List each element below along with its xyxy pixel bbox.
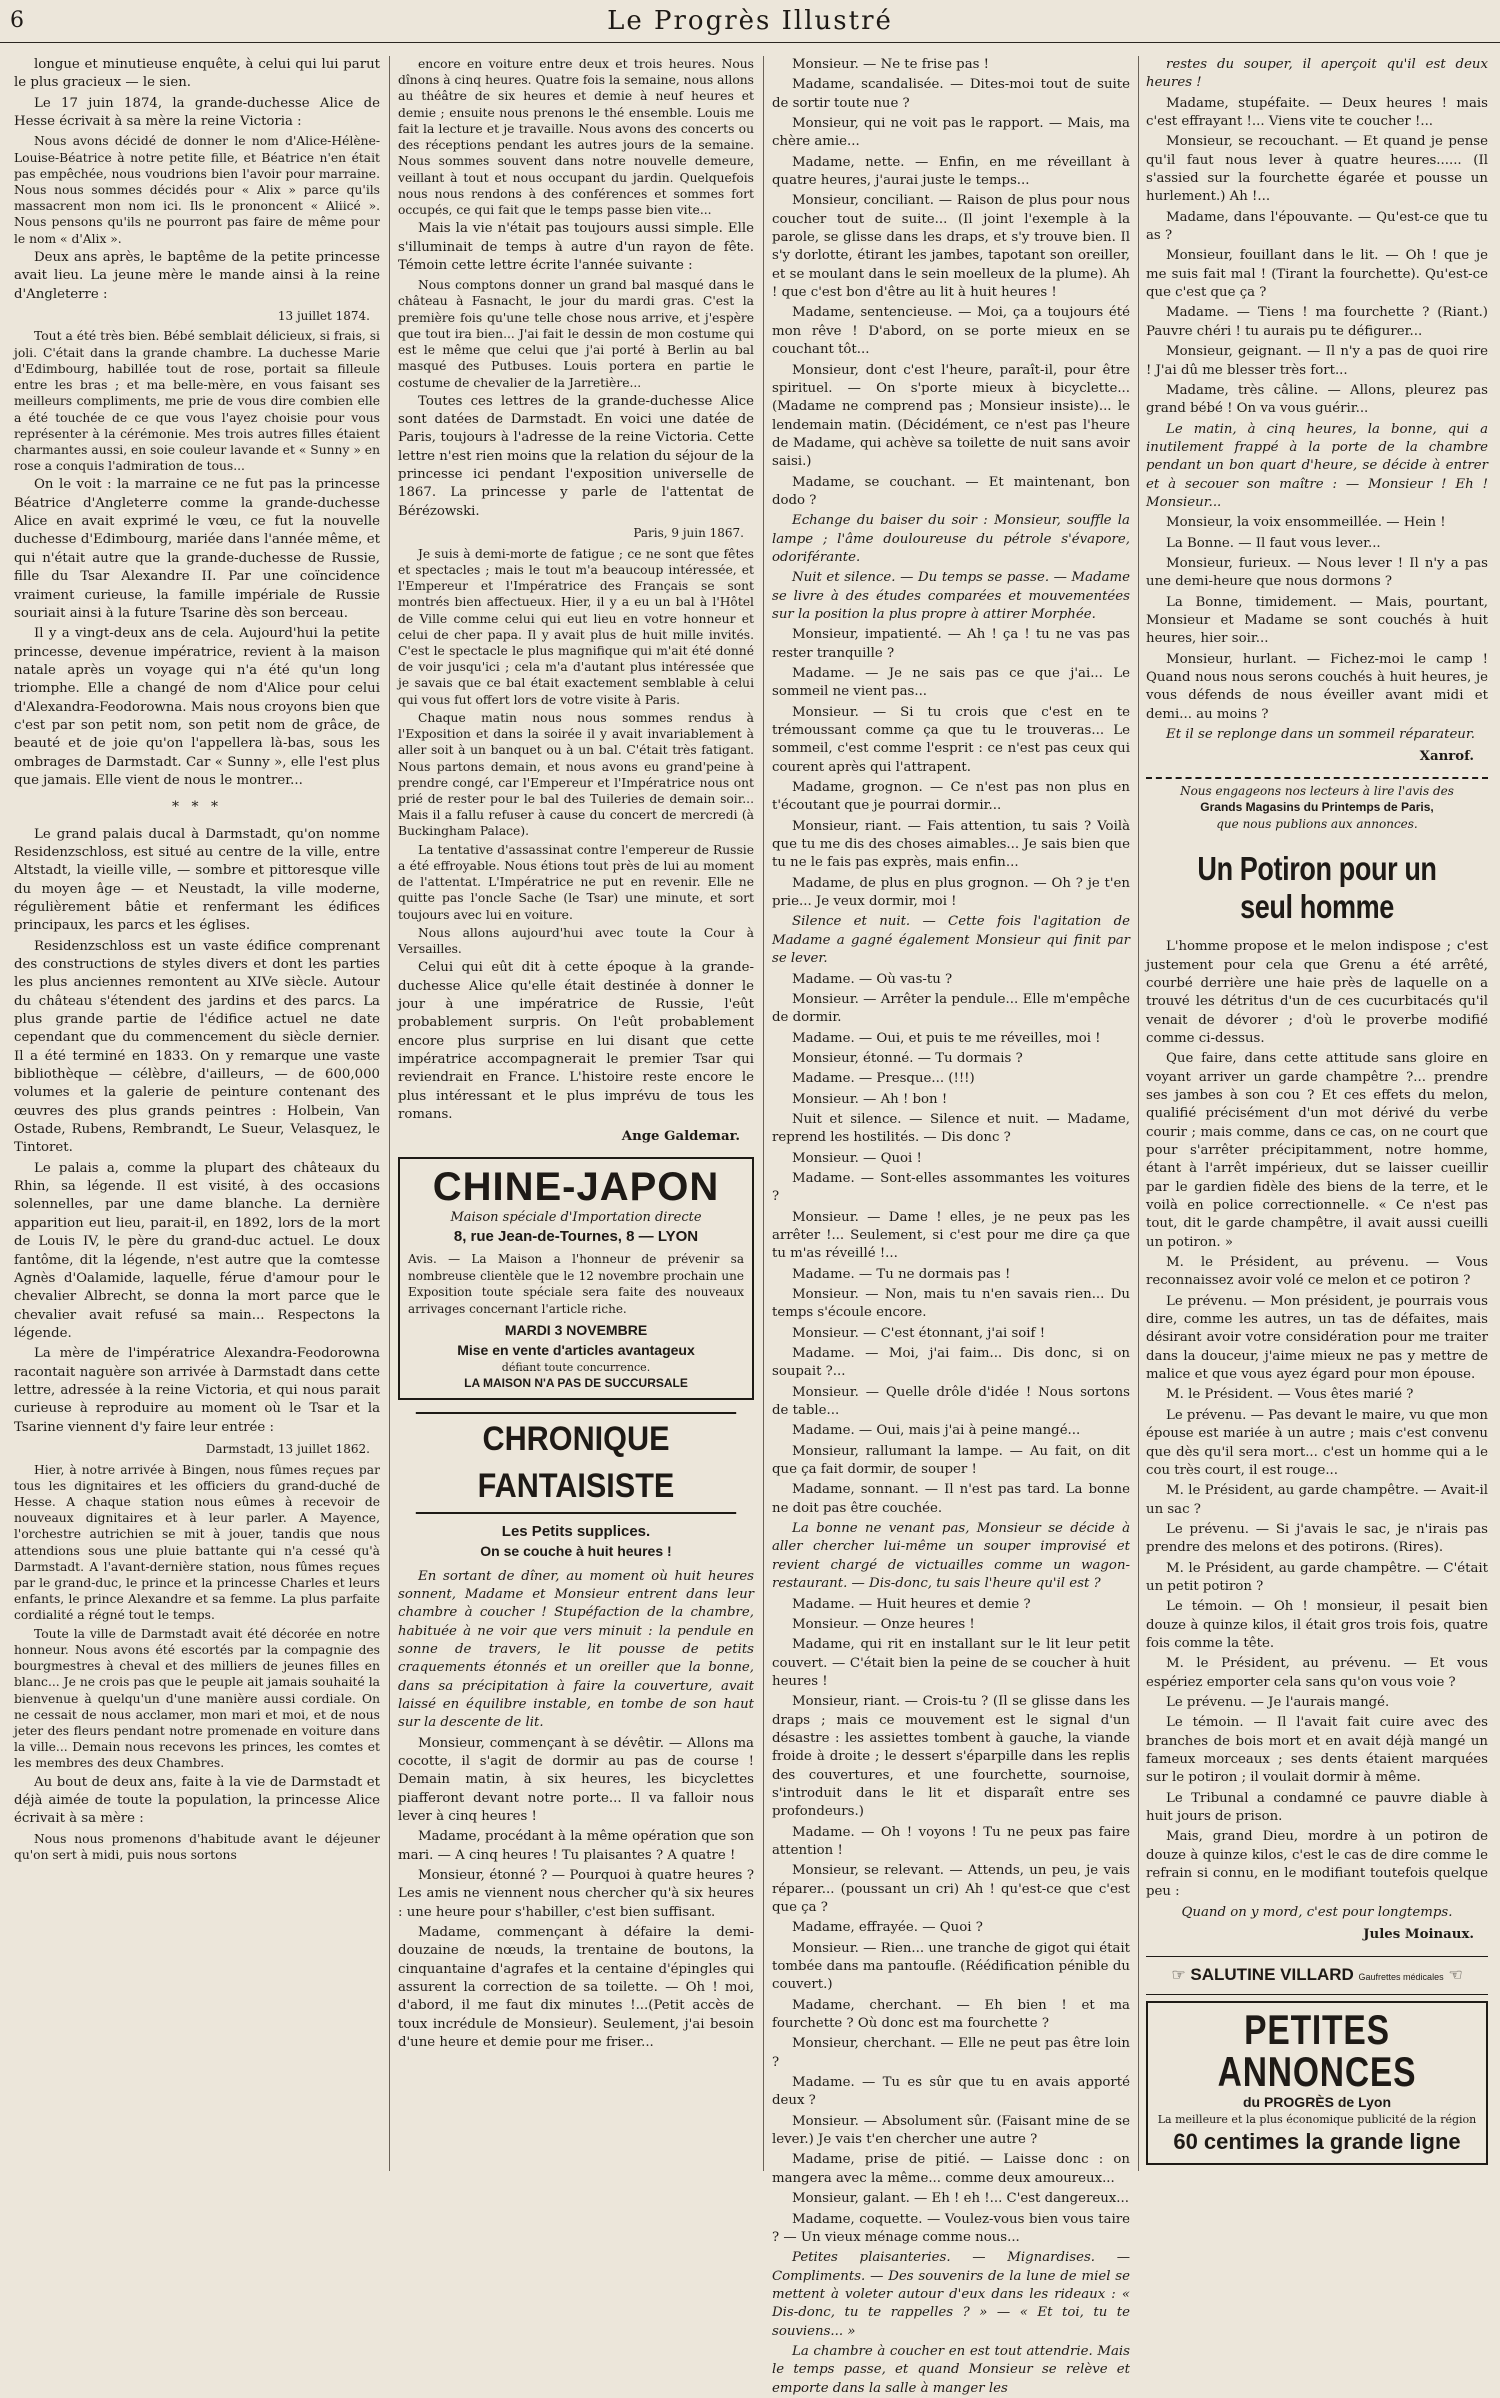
dialogue-line: Monsieur, conciliant. — Raison de plus pour nous coucher tout de suite... (Il joint l'exemple à la parole, se glisse dans les draps, et s'y trouve bien. Il s'y dorlotte, étirant les jambes, tapotant son oreiller, et se moulant dans le sein moelleux de la plume). Ah ! que c'est bon d'être au lit à huit heures !: [772, 193, 1130, 301]
letter-quote: Je suis à demi-morte de fatigue ; ce ne sont que fêtes et spectacles ; mais le tout m'a beaucoup intéressée, et l'Empereur et l'Impératrice des Français se sont montrés bien affectueux. Hier, il y a eu un bal à l'Hôtel de Ville comme celui qui eut lieu en votre honneur et celui de cher papa. Il y avait plus de huit mille invités. C'est le spectacle le plus magnifique qui m'ait été donné de voir jusqu'ici ; cela m'a d'autant plus intéressée que je savais que ce bal était exactement semblable à celui qui vous fut offert lors de votre visite à Paris.: [398, 546, 754, 707]
dialogue-line: M. le Président, au garde champêtre. — Avait-il un sac ?: [1146, 1483, 1488, 1517]
dialogue-line: La chambre à coucher en est tout attendrie. Mais le temps passe, et quand Monsieur se relève et emporte dans la salle à manger les: [772, 2343, 1130, 2396]
dialogue-line: Monsieur. — Ne te frise pas !: [792, 57, 990, 72]
dialogue-line: Madame, effrayée. — Quoi ?: [792, 1920, 983, 1936]
dialogue-line: Monsieur, geignant. — Il n'y a pas de quoi rire ! J'ai dû me blesser très fort...: [1146, 344, 1488, 378]
petites-annonces-ad: [1146, 2001, 1488, 2166]
dialogue-line: Madame. — Tu es sûr que tu en avais apporté deux ?: [772, 2075, 1130, 2109]
paragraph: Au bout de deux ans, faite à la vie de Darmstadt et déjà aimée de toute la population, la princesse Alice écrivait à sa mère :: [14, 1774, 380, 1827]
paragraph: Il y a vingt-deux ans de cela. Aujourd'hui la petite princesse, devenue impératrice, revient à la maison natale après un voyage qui n'a été qu'un long triomphe. Elle a changé de nom d'Alice pour celui d'Alexandra-Feodorowna. Mais nous croyons bien que c'est par son petit nom, son petit nom de grâce, de beauté et de joie qu'on l'appellera là-bas, sous les ombrages de Darmstadt. Car « Sunny », elle l'est plus que jamais. Elle vient de nous le montrer...: [14, 626, 380, 788]
pa-subtitle: du PROGRÈS de Lyon: [1242, 2093, 1392, 2110]
dialogue-line: Le témoin. — Il l'avait fait cuire avec des branches de bois mort et en avait déjà mangé un fameux morceaux ; ses dents étaient marquées sur le potiron ; il voulait dormir à même.: [1146, 1715, 1488, 1786]
dialogue-line: Monsieur, fouillant dans le lit. — Oh ! que je me suis fait mal ! (Tirant la fourchette). Qu'est-ce que c'est que ça ?: [1146, 248, 1488, 301]
dialogue-line: Monsieur, la voix ensommeillée. — Hein !: [1166, 515, 1446, 531]
article-title: Un Potiron pour un seul homme: [1197, 850, 1437, 926]
chronique-subtitle: Les Petits supplices.: [501, 1522, 651, 1540]
dialogue-line: Monsieur, dont c'est l'heure, paraît-il, pour être spirituel. — On s'porte mieux à bicyclette... (Madame ne comprend pas ; Monsieur insiste)... le lendemain matin. (Décidément, ce n'est pas l'heure de Madame, qui achève sa toilette de nuit sans avoir saisi.): [772, 362, 1130, 470]
dialogue-line: Madame, qui rit en installant sur le lit leur petit couvert. — C'était bien la peine de se coucher à huit heures !: [772, 1637, 1130, 1689]
paragraph: L'homme propose et le melon indispose ; c'est justement pour cela que Grenu a été arrêté, courbé derrière une haie près de laquelle on a trouvé les détritus d'un de ces cucurbitacés qu'il venait de dévorer ; d'où le proverbe modifié comme ci-dessus.: [1146, 939, 1488, 1046]
dialogue-line: Petites plaisanteries. — Mignardises. — Compliments. — Des souvenirs de la lune de miel se mettent à voleter autour d'eux dans les rideaux : « Dis-donc, tu te rappelles ? » — « Et toi, tu te souviens... »: [772, 2250, 1130, 2339]
printemps-notice: [1146, 777, 1488, 833]
dialogue-line: Madame, très câline. — Allons, pleurez pas grand bébé ! On va vous guérir...: [1146, 382, 1488, 417]
letter-date: Paris, 9 juin 1867.: [633, 526, 744, 541]
author-signature: Jules Moinaux.: [1363, 1927, 1474, 1943]
paragraph: Mais la vie n'était pas toujours aussi simple. Elle s'illuminait de temps à autre d'un rayon de fête. Témoin cette lettre écrite l'année suivante :: [398, 221, 754, 273]
dialogue-line: Silence et nuit. — Cette fois l'agitation de Madame a gagné également Monsieur qui finit par se lever.: [772, 914, 1130, 967]
paragraph: Celui qui eût dit à cette époque à la grande-duchesse Alice qu'elle était destinée à donner le jour à une impératrice de Russie, l'eût probablement surpris. On l'eût probablement encore plus surprise en lui disant que cette impératrice accompagnerait le premier Tsar qui reviendrait en France. L'histoire reste encore le plus intéressant et le plus imprévu de tous les romans.: [398, 960, 754, 1122]
paragraph: Le Tribunal a condamné ce pauvre diable à huit jours de prison.: [1146, 1790, 1488, 1825]
notice-store: Grands Magasins du Printemps de Paris,: [1200, 800, 1434, 815]
dialogue-line: Madame, prise de pitié. — Laisse donc : on mangera avec la même... comme deux amoureux...: [772, 2152, 1130, 2186]
dialogue-line: Madame. — Je ne sais pas ce que j'ai... Le sommeil ne vient pas...: [772, 666, 1130, 700]
ad-date: MARDI 3 NOVEMBRE: [504, 1322, 648, 1339]
dialogue-line: Monsieur. — Dame ! elles, je ne peux pas les arrêter !... Seulement, si c'est pour me dire ça que tu m'as réveillé !...: [772, 1209, 1130, 1262]
dialogue-line: Monsieur, cherchant. — Elle ne peut pas être loin ?: [772, 2036, 1130, 2070]
letter-date: Darmstadt, 13 juillet 1862.: [205, 1441, 370, 1456]
dialogue-line: Monsieur, hurlant. — Fichez-moi le camp ! Quand nous nous serons couchés à huit heures, je vous défends de nous éveiller avant midi et demi... au moins ?: [1146, 651, 1488, 722]
paragraph: Le 17 juin 1874, la grande-duchesse Alice de Hesse écrivait à sa mère la reine Victoria :: [14, 95, 380, 130]
dialogue-line: Madame, se couchant. — Et maintenant, bon dodo ?: [772, 474, 1130, 508]
dialogue-line: M. le Président, au prévenu. — Vous reconnaissez avoir volé ce melon et ce potiron ?: [1146, 1255, 1488, 1289]
dialogue-line: La Bonne, timidement. — Mais, pourtant, Monsieur et Madame se sont couchés à huit heures, hier soir...: [1146, 594, 1488, 647]
letter-quote: Chaque matin nous nous sommes rendus à l'Exposition et dans la soirée il y avait invariablement à aller soit à un banquet ou à un bal. C'était très fatigant. Nous partons demain, et nous avons eu grand'peine à prendre congé, car l'Empereur et l'Impératrice nous ont prié de rester pour le bal des Tuileries de demain soir... Mais il a fallu refuser à cause du concert de mercredi (à Buckingham Palace).: [398, 710, 754, 839]
pa-tagline: La meilleure et la plus économique publicité de la région: [1157, 2112, 1477, 2126]
ad-title: CHINE-JAPON: [432, 1164, 720, 1209]
masthead-title: Le Progrès Illustré: [607, 6, 893, 36]
salutine-brand: SALUTINE VILLARD: [1190, 1965, 1354, 1985]
paragraph: Mais, grand Dieu, mordre à un potiron de douze à quinze kilos, c'est le cas de dire comme le refrain si connu, en le modifiant toutefois quelque peu :: [1146, 1829, 1488, 1900]
dialogue-line: La bonne ne venant pas, Monsieur se décide à aller chercher lui-même un souper improvisé et revient chargé de victuailles comme un wagon-restaurant. — Dis-donc, tu sais l'heure qu'il est ?: [772, 1521, 1130, 1592]
dialogue-line: Le prévenu. — Je l'aurais mangé.: [1166, 1694, 1390, 1710]
dialogue-line: Monsieur. — Non, mais tu n'en savais rien... Du temps s'écoule encore.: [772, 1287, 1130, 1321]
dialogue-line: Madame. — Presque... (!!!): [792, 1071, 975, 1087]
paragraph: La mère de l'impératrice Alexandra-Feodorowna racontait naguère son arrivée à Darmstadt dans cette lettre, adressée à la reine Victoria, et qui nous parait curieuse à reproduire au moment où le Tsar et la Tsarine viennent d'y faire leur entrée :: [14, 1346, 380, 1435]
dialogue-line: Madame, sentencieuse. — Moi, ça a toujours été mon rêve ! D'abord, on se porte mieux en se couchant tôt...: [772, 305, 1130, 358]
letter-date: 13 juillet 1874.: [277, 308, 370, 323]
dialogue-line: Monsieur, furieux. — Nous lever ! Il n'y a pas une demi-heure que nous dormons ?: [1146, 555, 1488, 590]
letter-quote: Hier, à notre arrivée à Bingen, nous fûmes reçues par tous les dignitaires et les officiers du grand-duché de Hesse. A chaque station nous eûmes à recevoir de nouveaux dignitaires et à leur parler. A Mayence, l'orchestre autrichien se mit à jouer, tandis que nous attendions sous une pluie battante qui n'a cessé qu'à Darmstadt. A l'avant-dernière station, nous fûmes reçues par le grand-duc, le prince et la princesse Charles et leurs enfants, le prince Alexandre et sa femme. La plus parfaite cordialité a régné tout le temps.: [14, 1462, 380, 1623]
dialogue-line: Madame, commençant à défaire la demi-douzaine de nœuds, la trentaine de boutons, la cinquantaine d'agrafes et la centaine d'épingles qui assurent la correction de sa toilette. — Oh ! moi, d'abord, il me faut dix minutes !...(Petit accès de toux incrédule de Monsieur). Seulement, j'ai besoin d'une heure et demie pour me friser...: [398, 1925, 754, 2051]
dialogue-line: Monsieur, étonné. — Tu dormais ?: [792, 1050, 1023, 1066]
letter-quote: Toute la ville de Darmstadt avait été décorée en notre honneur. Nous avons été escortés par la compagnie des bourgmestres à cheval et des milliers de jeunes filles en blanc... Je ne crois pas que le peuple ait jamais souhaité la bienvenue à quelqu'un d'une manière aussi cordiale. On ne cessait de nous acclamer, mon mari et moi, et de nous jeter des fleurs pendant notre promenade en voiture dans la ville... Demain nous recevons les princes, les comtes et les membres des deux Chambres.: [14, 1626, 380, 1771]
dialogue-line: Madame, sonnant. — Il n'est pas tard. La bonne ne doit pas être couchée.: [772, 1482, 1130, 1516]
dialogue-line: Le témoin. — Oh ! monsieur, il pesait bien douze à quinze kilos, il était gros trois fois, quatre fois comme la tête.: [1146, 1599, 1488, 1651]
dialogue-line: Madame, de plus en plus grognon. — Oh ? je t'en prie... Je veux dormir, moi !: [772, 875, 1130, 910]
ad-body: Avis. — La Maison a l'honneur de prévenir sa nombreuse clientèle que le 12 novembre prochain une Exposition toute spéciale sera faite des nouveaux arrivages concernant l'article riche.: [408, 1252, 744, 1316]
dialogue-line: Monsieur, impatienté. — Ah ! ça ! tu ne vas pas rester tranquille ?: [772, 627, 1130, 661]
dialogue-line: Madame. — Tu ne dormais pas !: [792, 1266, 1011, 1282]
column-4: [1146, 56, 1488, 2171]
salutine-villard-ad: [1146, 1956, 1488, 1994]
column-3: [772, 56, 1130, 2396]
dialogue-line: Nuit et silence. — Du temps se passe. — Madame se livre à des études comparées et mouvementées sur la position la plus propre à attirer Morphée.: [772, 570, 1130, 622]
dialogue-line: Madame, coquette. — Voulez-vous bien vous taire ? — Un vieux ménage comme nous...: [772, 2211, 1130, 2245]
dialogue-line: Monsieur. — Quelle drôle d'idée ! Nous sortons de table...: [772, 1384, 1130, 1419]
dialogue-line: Madame. — Oui, mais j'ai à peine mangé...: [792, 1423, 1081, 1439]
notice-line: que nous publions aux annonces.: [1216, 816, 1418, 831]
dialogue-line: Monsieur, riant. — Crois-tu ? (Il se glisse dans les draps ; mais ce mouvement est le signal d'un désastre : les assiettes tombent à gauche, la viande froide à droite ; le dessert s'éparpille dans les replis des couvertures, et une fourchette, sournoise, s'introduit dans le lit et disparaît entre ses profondeurs.): [772, 1694, 1130, 1820]
dialogue-line: Madame, nette. — Enfin, en me réveillant à quatre heures, j'aurai juste le temps...: [772, 154, 1130, 189]
paragraph: En sortant de dîner, au moment où huit heures sonnent, Madame et Monsieur entrent dans leur chambre à coucher ! Stupéfaction de la chambre, habituée à ne voir que vers minuit : la pendule en sonne de travers, le lit pousse de petits craquements étonnés et un oreiller que la bonne, dans sa précipitation à faire la couverture, avait laissé en équilibre instable, en tombe de son haut sur la descente de lit.: [398, 1568, 754, 1731]
letter-quote: La tentative d'assassinat contre l'empereur de Russie a été effroyable. Nous étions tout près de lui au moment de l'attentat. L'Impératrice ne put en revenir. Elle ne quitte pas l'oncle Sache (le Tsar) une minute, et sort toujours avec lui en voiture.: [398, 842, 754, 922]
dialogue-line: Madame, dans l'épouvante. — Qu'est-ce que tu as ?: [1146, 209, 1488, 244]
paragraph: Residenzschloss est un vaste édifice comprenant des constructions de styles divers et dont les parties les plus anciennes remontent au XIVe siècle. Autour du château s'étendent des jardins et des parcs. La plus grande partie de l'édifice actuel ne date cependant que du commencement du siècle dernier. Il a été terminé en 1833. On y remarque une vaste bibliothèque — célèbre, d'ailleurs, — de 600,000 volumes et la galerie de peinture contenant des œuvres des plus grands peintres : Holbein, Van Ostade, Rubens, Rembrandt, Le Sueur, Velasquez, le Tintoret.: [14, 938, 380, 1156]
refrain: Quand on y mord, c'est pour longtemps.: [1181, 1904, 1453, 1920]
letter-quote: Tout a été très bien. Bébé semblait délicieux, si frais, si joli. C'était dans la grande chambre. La duchesse Marie d'Edimbourg, habillée tout de rose, portait sa filleule entre les bras ; et ma belle-mère, en vous faisant ses meilleurs compliments, me prie de vous dire combien elle a été touchée de ce que vous l'ayez choisie pour vous représenter à la cérémonie. Mes trois autres filles étaient charmantes aussi, en soie couleur lavande et « Sunny » en rose a conquis l'admiration de tous...: [14, 329, 380, 474]
ad-branch-notice: LA MAISON N'A PAS DE SUCCURSALE: [464, 1376, 688, 1391]
dialogue-line: Monsieur. — Quoi !: [792, 1150, 922, 1166]
author-signature: Xanrof.: [1419, 749, 1474, 765]
dialogue-line: Madame. — Oh ! voyons ! Tu ne peux pas faire attention !: [772, 1824, 1130, 1858]
chronique-title: CHRONIQUE FANTAISISTE: [416, 1412, 736, 1514]
dialogue-line: Nuit et silence. — Silence et nuit. — Madame, reprend les hostilités. — Dis donc ?: [772, 1111, 1130, 1146]
dialogue-line: Monsieur, se recouchant. — Et quand je pense qu'il faut nous lever à quatre heures...... (Il s'assied sur la fourchette égarée et pousse un hurlement.) Ah !...: [1146, 134, 1488, 205]
dialogue-line: Monsieur, étonné ? — Pourquoi à quatre heures ? Les amis ne viennent nous chercher qu'à six heures : une heure pour s'habiller, c'est bien suffisant.: [398, 1868, 754, 1920]
dialogue-line: M. le Président, au prévenu. — Et vous espériez emporter cela sans qu'on vous voie ?: [1146, 1656, 1488, 1690]
dialogue-line: Monsieur, qui ne voit pas le rapport. — Mais, ma chère amie...: [772, 116, 1130, 150]
paragraph: Que faire, dans cette attitude sans gloire en voyant arriver un garde champêtre ?... prendre ses jambes à son cou ? Et ces effets du melon, qualifié précisément d'un mot dérivé du verbe courir ; mais comme, dans ce cas, on ne court que pour s'arrêter précipitamment, notre homme, étant à l'arrêt impérieux, dut se laisser cueillir par le gardien fidèle des biens de la terre, et le voilà en police correctionnelle. « Ce n'est pas tout, dit le garde champêtre, il avait aussi cueilli un potiron. »: [1146, 1051, 1488, 1250]
letter-quote: Nous allons aujourd'hui avec toute la Cour à Versailles.: [398, 925, 754, 956]
chronique-subtitle: On se couche à huit heures !: [480, 1543, 672, 1560]
column-2: [398, 56, 754, 2171]
dialogue-line: Monsieur, rallumant la lampe. — Au fait, on dit que ça fait dormir, de souper !: [772, 1443, 1130, 1478]
column-rule: [763, 56, 764, 2171]
dialogue-line: Monsieur. — Absolument sûr. (Faisant mine de se lever.) Je vais t'en chercher une autre ?: [772, 2113, 1130, 2148]
dialogue-line: Madame. — Tiens ! ma fourchette ? (Riant.) Pauvre chéri ! tu aurais pu te défigurer...: [1146, 305, 1488, 339]
pointing-hand-icon: ☜: [1448, 1967, 1463, 1985]
dialogue-line: Monsieur, se relevant. — Attends, un peu, je vais réparer... (poussant un cri) Ah ! qu'est-ce que c'est que ça ?: [772, 1863, 1130, 1915]
dialogue-line: Monsieur. — C'est étonnant, j'ai soif !: [792, 1325, 1046, 1341]
dialogue-line: Madame, scandalisée. — Dites-moi tout de suite de sortir toute nue ?: [772, 77, 1130, 111]
section-separator: * * *: [172, 799, 222, 816]
paragraph: Le grand palais ducal à Darmstadt, qu'on nomme Residenzschloss, est situé au centre de la ville, entre Altstadt, la vieille ville, — sombre et pittoresque ville du moyen âge — et Neustadt, la ville moderne, régulièrement bâtie et renfermant les édifices principaux, les parcs et les églises.: [14, 826, 380, 934]
paragraph: On le voit : la marraine ce ne fut pas la princesse Béatrice d'Angleterre comme la grande-duchesse Alice en avait exprimé le vœu, ce fut la nouvelle duchesse d'Edimbourg, mariée dans l'année même, et qui n'était autre que la grande-duchesse de Russie, fille du Tsar Alexandre II. Par une coïncidence vraiment curieuse, la famille impériale de Russie souriait ainsi à la future Tsarine dès son berceau.: [14, 477, 380, 621]
paragraph: Deux ans après, le baptême de la petite princesse avait lieu. La jeune mère le mande ainsi à la reine d'Angleterre :: [14, 249, 380, 302]
dialogue-line: Monsieur. — Onze heures !: [792, 1616, 975, 1632]
dialogue-line: Madame. — Moi, j'ai faim... Dis donc, si on soupait ?...: [772, 1346, 1130, 1380]
dialogue-line: Monsieur, riant. — Fais attention, tu sais ? Voilà que tu me dis des choses aimables... Je sais bien que tu ne le fais pas exprès, mais enfin...: [772, 818, 1130, 871]
column-rule: [1138, 56, 1139, 2171]
page-header: [0, 0, 1500, 43]
author-signature: Ange Galdemar.: [621, 1129, 740, 1145]
dialogue-line: Monsieur, galant. — Eh ! eh !... C'est dangereux...: [792, 2191, 1129, 2207]
dialogue-line: Monsieur. — Rien... une tranche de gigot qui était tombée dans ma pantoufle. (Réédification pénible du couvert.): [772, 1940, 1130, 1993]
dialogue-line: Le prévenu. — Mon président, je pourrais vous dire, comme les autres, un tas de défaites, mais désirant avoir votre considération pour me traiter dans la douceur, j'aime mieux ne pas y mettre de malice et que vous ayez égard pour mon épouse.: [1146, 1293, 1488, 1383]
paragraph: Toutes ces lettres de la grande-duchesse Alice sont datées de Darmstadt. En voici une datée de Paris, toujours à l'adresse de la reine Victoria. Cette lettre n'est rien moins que la relation du séjour de la princesse ici pendant l'exposition universelle de 1867. La princesse y parle de l'attentat de Bérézowski.: [398, 393, 754, 519]
letter-quote: Nous avons décidé de donner le nom d'Alice-Hélène-Louise-Béatrice à notre petite fille, et Béatrice n'en était pas empêchée, nous voudrions bien l'avoir pour marraine. Nous nous sommes décidés pour « Alix » parce qu'ils massacrent mon nom ici. Ils le prononcent « Aliicé ». Nous pensons qu'ils ne pourront pas faire de même pour le nom « d'Alix ».: [14, 134, 380, 246]
ad-subtitle: Maison spéciale d'Importation directe: [450, 1209, 702, 1225]
notice-line: Nous engageons nos lecteurs à lire l'avis des: [1180, 783, 1454, 798]
ad-defy: défiant toute concurrence.: [501, 1361, 651, 1375]
ad-address: 8, rue Jean-de-Tournes, 8 — LYON: [453, 1227, 699, 1245]
ad-sale: Mise en vente d'articles avantageux: [457, 1341, 695, 1358]
dialogue-line: Le prévenu. — Si j'avais le sac, je n'irais pas prendre des melons et des potirons. (Rires).: [1146, 1521, 1488, 1556]
page-number: 6: [10, 8, 24, 33]
column-rule: [389, 56, 390, 2171]
pointing-hand-icon: ☞: [1171, 1967, 1186, 1985]
paragraph: longue et minutieuse enquête, à celui qui lui parut le plus gracieux — le sien.: [14, 57, 380, 91]
pa-price: 60 centimes la grande ligne: [1173, 2129, 1461, 2155]
dialogue-line: Monsieur, commençant à se dévêtir. — Allons ma cocotte, il s'agit de dormir au pas de course ! Demain matin, à six heures, les bicyclettes piafferont devant notre porte... Il va falloir nous lever à cinq heures !: [398, 1735, 754, 1825]
letter-quote: Nous nous promenons d'habitude avant le déjeuner qu'on sert à midi, puis nous sortons: [14, 1831, 380, 1862]
dialogue-line: Echange du baiser du soir : Monsieur, souffle la lampe ; l'âme douloureuse du pétrole s'évapore, odoriférante.: [772, 513, 1130, 565]
dialogue-line: Madame, stupéfaite. — Deux heures ! mais c'est effrayant !... Viens vite te coucher !...: [1146, 95, 1488, 130]
dialogue-line: Madame. — Sont-elles assommantes les voitures ?: [772, 1170, 1130, 1205]
dialogue-line: Madame. — Huit heures et demie ?: [792, 1596, 1031, 1612]
pa-title: PETITES ANNONCES: [1217, 2005, 1417, 2095]
dialogue-line: restes du souper, il aperçoit qu'il est deux heures !: [1146, 57, 1488, 91]
dialogue-line: Madame. — Oui, et puis te me réveilles, moi !: [792, 1030, 1101, 1046]
letter-quote: Nous comptons donner un grand bal masqué dans le château à Fasnacht, le jour du mardi gras. C'est la première fois qu'une telle chose nous arrive, et j'espère que tout ira bien... J'ai fait le dessin de mon costume qui est le même que celui que j'ai porté à Berlin au bal masqué des Putbuses. Louis portera en partie le costume de chevalier de la Jarretière...: [398, 278, 754, 390]
dialogue-line: Madame, procédant à la même opération que son mari. — A cinq heures ! Tu plaisantes ? A quatre !: [398, 1829, 754, 1863]
letter-quote: encore en voiture entre deux et trois heures. Nous dînons à cinq heures. Quatre fois la semaine, nous allons au théâtre de six heures et demie à neuf heures et demie ; ensuite nous prenons le thé ensemble. Louis me fait la lecture et je travaille. Nous avons des concerts ou des réceptions pendant les autres jours de la semaine. Nous sommes souvent dans notre nouvelle demeure, veillant à tout et nous occupant du jardin. Quelquefois nous nous rendons à des conférences et sommes fort occupés, ce qui fait que le temps passe bien vite...: [398, 57, 754, 217]
dialogue-line: Madame, cherchant. — Eh bien ! et ma fourchette ? Où donc est ma fourchette ?: [772, 1997, 1130, 2032]
dialogue-line: Monsieur. — Arrêter la pendule... Elle m'empêche de dormir.: [772, 991, 1130, 1026]
dialogue-line: Madame, grognon. — Ce n'est pas non plus en t'écoutant que je pourrai dormir...: [772, 780, 1130, 814]
dialogue-line: M. le Président. — Vous êtes marié ?: [1166, 1387, 1414, 1403]
chine-japon-advertisement: [398, 1157, 754, 1400]
paragraph: Le palais a, comme la plupart des châteaux du Rhin, sa légende. Il est visité, à des occasions solennelles, par une dame blanche. La dernière apparition eut lieu, parait-il, en 1892, lors de la mort de Louis IV, le père du grand-duc actuel. Le doux fantôme, dit la légende, n'est autre que la comtesse Agnès d'Oalamide, laquelle, férue d'amour pour le chevalier Albrecht, se donna la mort parce que le chevalier avait refusé sa main... Respectons la légende.: [14, 1160, 380, 1341]
dialogue-line: Madame. — Où vas-tu ?: [792, 971, 953, 987]
dialogue-line: Monsieur. — Si tu crois que c'est en te trémoussant comme ça que tu le trouveras... Le sommeil, c'est comme l'esprit : ce n'est pas ceux qui courent après qui l'attrapent.: [772, 704, 1130, 775]
column-1: [14, 56, 380, 2171]
dialogue-line: Le prévenu. — Pas devant le maire, vu que mon épouse est mariée à un autre ; mais c'est convenu que dès qu'il sera mort... c'est un homme qui a le cou très court, il est rouge...: [1146, 1407, 1488, 1478]
dialogue-line: Et il se replonge dans un sommeil réparateur.: [1166, 727, 1475, 743]
dialogue-line: Monsieur. — Ah ! bon !: [792, 1091, 948, 1107]
salutine-tagline: Gaufrettes médicales: [1358, 1972, 1444, 1983]
dialogue-line: La Bonne. — Il faut vous lever...: [1166, 535, 1381, 551]
dialogue-line: M. le Président, au garde champêtre. — C'était un petit potiron ?: [1146, 1560, 1488, 1594]
dialogue-line: Le matin, à cinq heures, la bonne, qui a inutilement frappé à la porte de la chambre pendant un bon quart d'heure, se décide à entrer et à secouer son maître : — Monsieur ! Eh ! Monsieur...: [1146, 421, 1488, 510]
